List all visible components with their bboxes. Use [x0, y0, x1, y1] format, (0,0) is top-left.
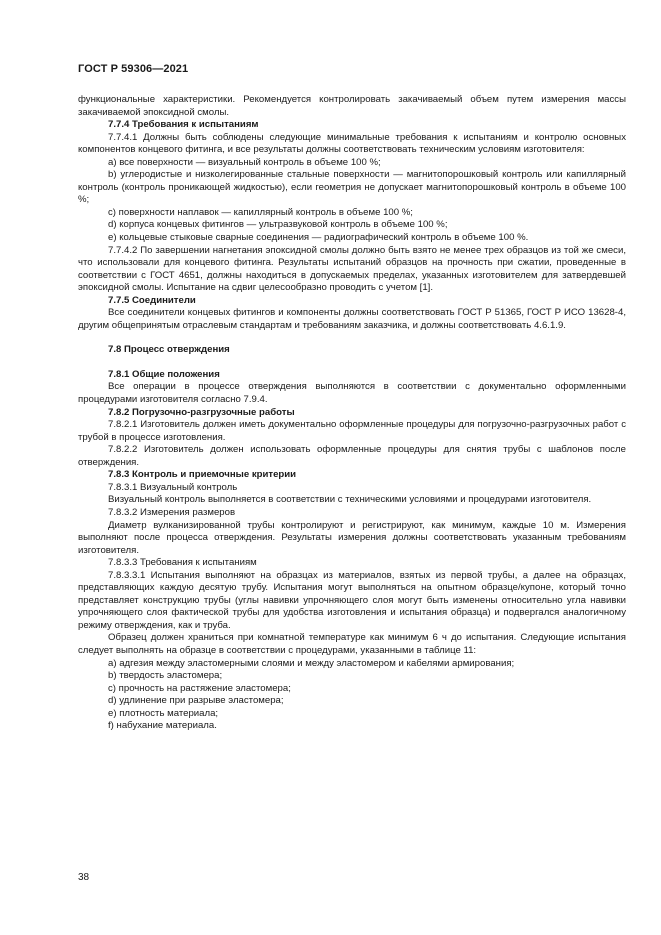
paragraph: Визуальный контроль выполняется в соответствии с техническими условиями и процедурами изготовителя.	[108, 494, 592, 506]
page-number: 38	[78, 872, 90, 883]
paragraph: Все операции в процессе отверждения выполняются в соответствии с документально оформленными процедурами изготовителя согласно 7.9.4.	[78, 381, 626, 406]
section-heading: 7.8 Процесс отверждения	[108, 344, 230, 356]
paragraph: d) удлинение при разрыве эластомера;	[108, 695, 284, 707]
paragraph: 7.7.4.1 Должны быть соблюдены следующие минимальные требования к испытаниям и контролю основных компонентов концевого фитинга, и все результаты должны соответствовать техническим условиям изготовителя:	[78, 131, 626, 156]
paragraph: c) прочность на растяжение эластомера;	[108, 682, 291, 694]
standard-header: ГОСТ Р 59306—2021	[78, 63, 189, 75]
paragraph: c) поверхности наплавок — капиллярный контроль в объеме 100 %;	[108, 206, 413, 218]
spacer	[78, 357, 626, 369]
paragraph: f) набухание материала.	[108, 720, 217, 732]
paragraph: Образец должен храниться при комнатной температуре как минимум 6 ч до испытания. Следующие испытания следует выполнять на образце в соответствии с процедурами, указанными в таблице 11:	[78, 632, 626, 656]
paragraph: d) корпуса концевых фитингов — ультразвуковой контроль в объеме 100 %;	[108, 219, 448, 231]
paragraph: a) все поверхности — визуальный контроль в объеме 100 %;	[108, 156, 381, 168]
paragraph: Все соединители концевых фитингов и компоненты должны соответствовать ГОСТ Р 51365, ГОСТ Р ИСО 13628-4, другим общепринятым отраслевым стандартам и требованиям заказчика, и должны соответствовать 4.6.1.9.	[78, 307, 626, 331]
paragraph: a) адгезия между эластомерными слоями и между эластомером и кабелями армирования;	[108, 657, 515, 669]
document-body	[78, 94, 626, 733]
section-heading: 7.8.1 Общие положения	[108, 368, 220, 380]
paragraph: 7.8.3.3.1 Испытания выполняют на образцах из материалов, взятых из первой трубы, а далее на образцах, представляющих каждую десятую трубу. Испытания могут выполняться на опытном образце/купоне, который точно представляет конструкцию трубы (углы навивки упрочняющего слоя могут быть изменены относительно угла навивки упрочняющего слоя фактической трубы для удобства изготовления и испытания образца) и подвергался аналогичному режиму отверждения, как и труба.	[78, 569, 626, 631]
paragraph: e) плотность материала;	[108, 707, 219, 719]
paragraph: 7.8.3.2 Измерения размеров	[108, 506, 236, 518]
paragraph: 7.8.2.1 Изготовитель должен иметь документально оформленные процедуры для погрузочно-разгрузочных работ с трубой в процессе изготовления.	[78, 419, 626, 443]
spacer	[78, 332, 626, 344]
paragraph: b) твердость эластомера;	[108, 670, 223, 682]
paragraph: b) углеродистые и низколегированные стальные поверхности — магнитопорошковый контроль или капиллярный контроль (контроль проникающей жидкостью), если геометрия не допускает магнитопорошковый контроль в объеме 100 %;	[78, 169, 626, 206]
section-heading: 7.8.2 Погрузочно-разгрузочные работы	[108, 406, 295, 418]
section-heading: 7.8.3 Контроль и приемочные критерии	[108, 469, 297, 481]
paragraph: 7.8.3.3 Требования к испытаниям	[108, 557, 257, 569]
paragraph: 7.8.3.1 Визуальный контроль	[108, 481, 238, 493]
paragraph: 7.7.4.2 По завершении нагнетания эпоксидной смолы должно быть взято не менее трех образцов из той же смеси, что использовали для концевого фитинга. Результаты испытаний образцов на прочность при сжатии, проведенные в соответствии с ГОСТ 4651, должны находиться в допускаемых пределах, указанных изготовителем для затвердевшей эпоксидной смолы. Испытание на сдвиг целесообразно проводить с учетом [1].	[78, 244, 626, 294]
paragraph: функциональные характеристики. Рекомендуется контролировать закачиваемый объем путем измерения массы закачиваемой эпоксидной смолы.	[78, 94, 626, 118]
paragraph: 7.8.2.2 Изготовитель должен использовать оформленные процедуры для снятия трубы с шаблонов после отверждения.	[78, 444, 626, 468]
section-heading: 7.7.5 Соединители	[108, 294, 196, 306]
paragraph: Диаметр вулканизированной трубы контролируют и регистрируют, как минимум, каждые 10 м. Измерения выполняют после процесса отверждения. Результаты измерения должны соответствовать указанным требованиям изготовителя.	[78, 519, 626, 556]
section-heading: 7.7.4 Требования к испытаниям	[108, 119, 259, 131]
paragraph: e) кольцевые стыковые сварные соединения — радиографический контроль в объеме 100 %.	[108, 232, 529, 244]
